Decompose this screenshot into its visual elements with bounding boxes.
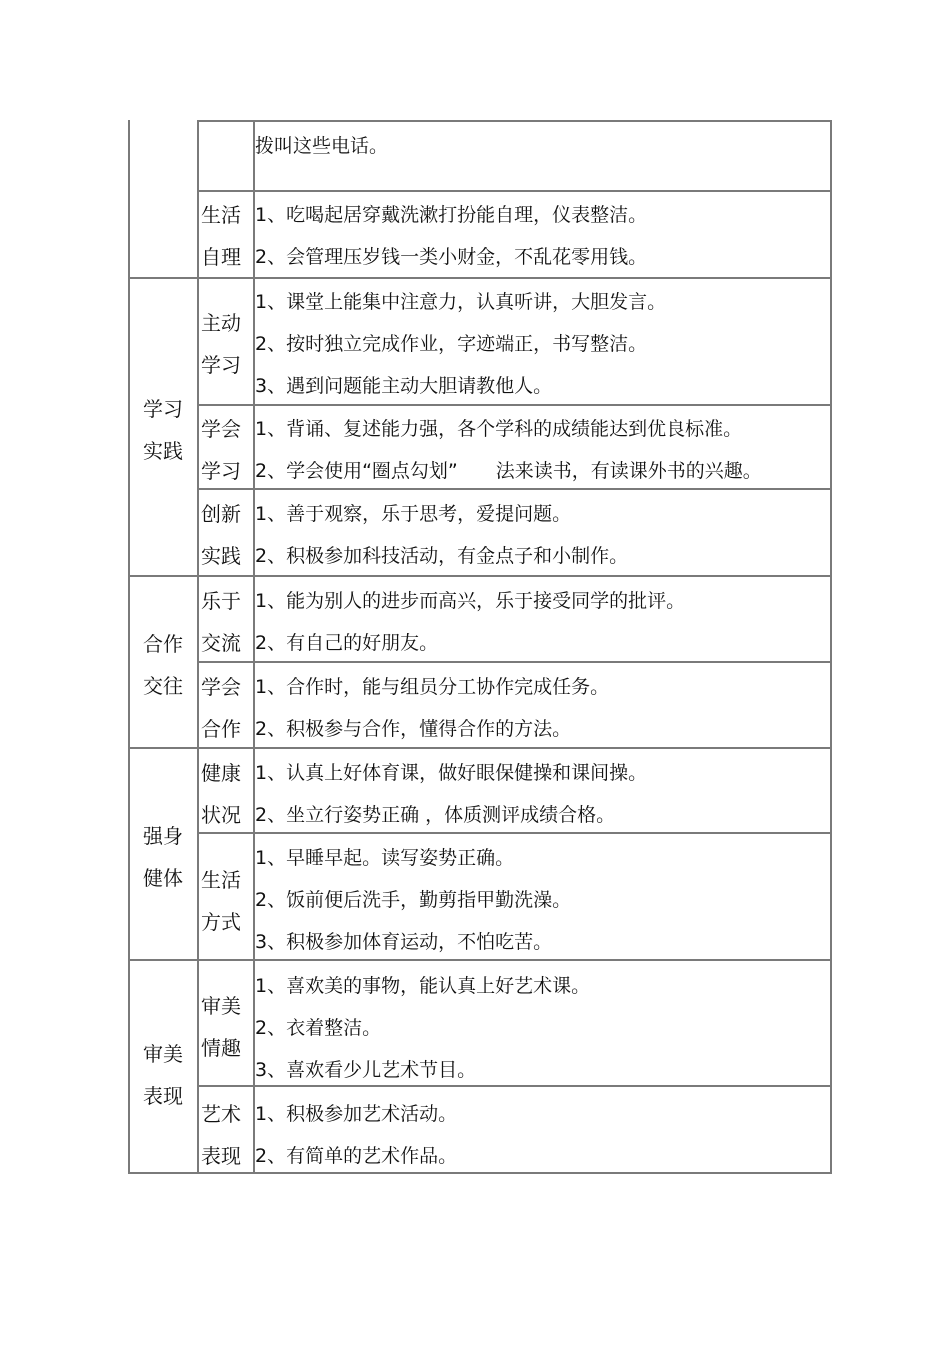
criterion-text: 1、课堂上能集中注意力，认真听讲，大胆发言。 <box>255 291 667 313</box>
subcategory-label <box>199 666 255 750</box>
subcategory-label <box>199 1093 255 1177</box>
category-line: 审美 <box>143 1042 183 1066</box>
subcategory-label <box>199 493 255 577</box>
criteria-list <box>255 965 831 1091</box>
evaluation-table <box>128 120 832 1174</box>
category-label <box>128 623 198 707</box>
subcategory-label <box>199 752 255 836</box>
subcategory-line: 健康 <box>201 761 241 785</box>
criterion-text: 1、背诵、复述能力强，各个学科的成绩能达到优良标准。 <box>255 418 743 440</box>
subcategory-line: 表现 <box>201 1144 241 1168</box>
continuation-row <box>255 125 831 167</box>
criterion-text: 1、早睡早起。读写姿势正确。 <box>255 847 515 869</box>
criterion-text: 2、有简单的艺术作品。 <box>255 1145 458 1167</box>
subcategory-label <box>199 408 255 492</box>
criteria-list <box>255 837 831 963</box>
row-divider <box>197 190 832 192</box>
subcategory-line: 生活 <box>201 868 241 892</box>
category-line: 表现 <box>143 1084 183 1108</box>
criteria-list <box>255 194 831 278</box>
category-line: 强身 <box>143 824 183 848</box>
subcategory-line: 学习 <box>201 459 241 483</box>
criterion-text: 2、积极参加科技活动，有金点子和小制作。 <box>255 545 629 567</box>
criterion-text: 拨叫这些电话。 <box>255 135 389 157</box>
category-label <box>128 1033 198 1117</box>
subcategory-label <box>199 194 255 278</box>
criteria-list <box>255 580 831 664</box>
subcategory-line: 创新 <box>201 502 241 526</box>
category-line: 合作 <box>143 632 183 656</box>
subcategory-line: 方式 <box>201 910 241 934</box>
category-label <box>128 815 198 899</box>
subcategory-line: 学会 <box>201 675 241 699</box>
category-line: 健体 <box>143 866 183 890</box>
category-label <box>128 388 198 472</box>
criteria-list <box>255 1093 831 1177</box>
criterion-text: 3、喜欢看少儿艺术节目。 <box>255 1059 477 1081</box>
category-line: 交往 <box>143 674 183 698</box>
category-line: 学习 <box>143 397 183 421</box>
criterion-text: 1、认真上好体育课，做好眼保健操和课间操。 <box>255 762 648 784</box>
subcategory-line: 审美 <box>201 994 241 1018</box>
criterion-text: 1、合作时，能与组员分工协作完成任务。 <box>255 676 610 698</box>
criteria-list <box>255 493 831 577</box>
subcategory-line: 学习 <box>201 353 241 377</box>
criteria-list <box>255 408 831 492</box>
criterion-text: 1、能为别人的进步而高兴，乐于接受同学的批评。 <box>255 590 686 612</box>
subcategory-label <box>199 985 255 1069</box>
row-divider <box>197 120 832 122</box>
criterion-text: 1、喜欢美的事物，能认真上好艺术课。 <box>255 975 591 997</box>
subcategory-label <box>199 580 255 664</box>
subcategory-line: 交流 <box>201 631 241 655</box>
criteria-list <box>255 281 831 407</box>
subcategory-line: 自理 <box>201 245 241 269</box>
criterion-text: 2、饭前便后洗手，勤剪指甲勤洗澡。 <box>255 889 572 911</box>
criterion-text: 3、积极参加体育运动，不怕吃苦。 <box>255 931 553 953</box>
criteria-list <box>255 666 831 750</box>
subcategory-line: 生活 <box>201 203 241 227</box>
subcategory-line: 情趣 <box>201 1036 241 1060</box>
criterion-text: 1、吃喝起居穿戴洗漱打扮能自理，仪表整洁。 <box>255 204 648 226</box>
criterion-text: 2、积极参与合作，懂得合作的方法。 <box>255 718 572 740</box>
subcategory-line: 艺术 <box>201 1102 241 1126</box>
criterion-text: 3、遇到问题能主动大胆请教他人。 <box>255 375 553 397</box>
criterion-text: 2、按时独立完成作业，字迹端正，书写整洁。 <box>255 333 648 355</box>
category-line: 实践 <box>143 439 183 463</box>
subcategory-line: 学会 <box>201 417 241 441</box>
criterion-text: 1、积极参加艺术活动。 <box>255 1103 458 1125</box>
subcategory-line: 状况 <box>201 803 241 827</box>
criterion-text: 2、衣着整洁。 <box>255 1017 382 1039</box>
subcategory-line: 乐于 <box>201 589 241 613</box>
criterion-text: 2、会管理压岁钱一类小财金，不乱花零用钱。 <box>255 246 648 268</box>
criteria-list <box>255 752 831 836</box>
criterion-text: 1、善于观察，乐于思考，爱提问题。 <box>255 503 572 525</box>
criterion-text: 2、有自己的好朋友。 <box>255 632 439 654</box>
subcategory-line: 实践 <box>201 544 241 568</box>
subcategory-line: 主动 <box>201 311 241 335</box>
subcategory-line: 合作 <box>201 717 241 741</box>
subcategory-label <box>199 859 255 943</box>
criterion-text: 2、学会使用“圈点勾划” 法来读书，有读课外书的兴趣。 <box>255 460 762 482</box>
criterion-text: 2、坐立行姿势正确 ，体质测评成绩合格。 <box>255 804 616 826</box>
subcategory-label <box>199 302 255 386</box>
